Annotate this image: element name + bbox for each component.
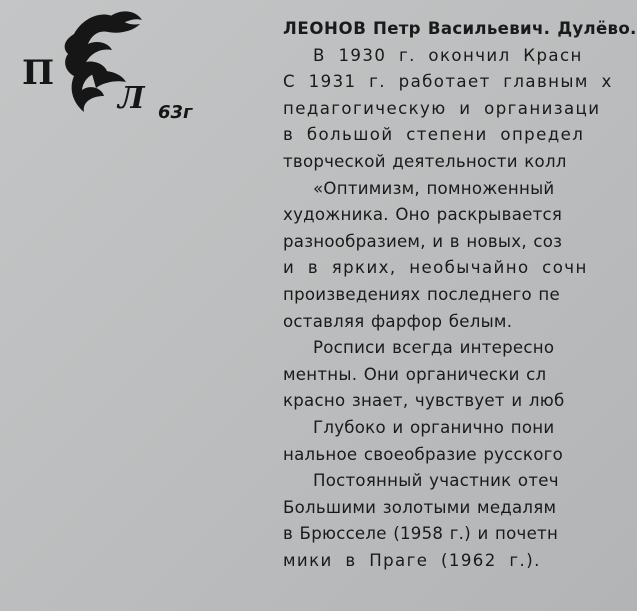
text-line: «Оптимизм, помноженный xyxy=(313,178,555,198)
text-line: Постоянный участник отеч xyxy=(313,471,559,491)
text-line: художника. Оно раскрывается xyxy=(283,205,563,225)
monogram-year: 63г xyxy=(158,102,193,123)
text-line: мики в Праге (1962 г.). xyxy=(283,550,541,570)
artist-name-place: Петр Васильевич. Дулёво. xyxy=(373,19,637,38)
biography-text xyxy=(283,16,637,574)
text-line: Большими золотыми медалям xyxy=(283,497,557,517)
artist-surname: ЛЕОНОВ xyxy=(283,19,367,38)
text-line: оставляя фарфор белым. xyxy=(283,311,513,331)
text-line: и в ярких, необычайно сочн xyxy=(283,258,588,278)
text-line: педагогическую и организаци xyxy=(283,98,601,118)
text-line: В 1930 г. окончил Красн xyxy=(313,45,583,65)
text-line: нальное своеобразие русского xyxy=(283,444,563,464)
biography-heading xyxy=(283,16,637,43)
monogram-letter-right: Л xyxy=(118,81,145,116)
monogram-letter-left: П xyxy=(22,53,55,93)
text-line: творческой деятельности колл xyxy=(283,151,567,171)
text-line: Росписи всегда интересно xyxy=(313,338,555,358)
text-line: в большой степени определ xyxy=(283,125,585,145)
text-line: красно знает, чувствует и люб xyxy=(283,391,565,411)
artist-monogram-mark xyxy=(12,4,212,132)
text-line: С 1931 г. работает главным х xyxy=(283,72,613,92)
text-line: Глубоко и органично пони xyxy=(313,417,555,437)
text-line: произведениях последнего пе xyxy=(283,284,560,304)
text-line: разнообразием, и в новых, соз xyxy=(283,231,563,251)
text-line: ментны. Они органически сл xyxy=(283,364,547,384)
text-line: в Брюсселе (1958 г.) и почетн xyxy=(283,524,559,544)
